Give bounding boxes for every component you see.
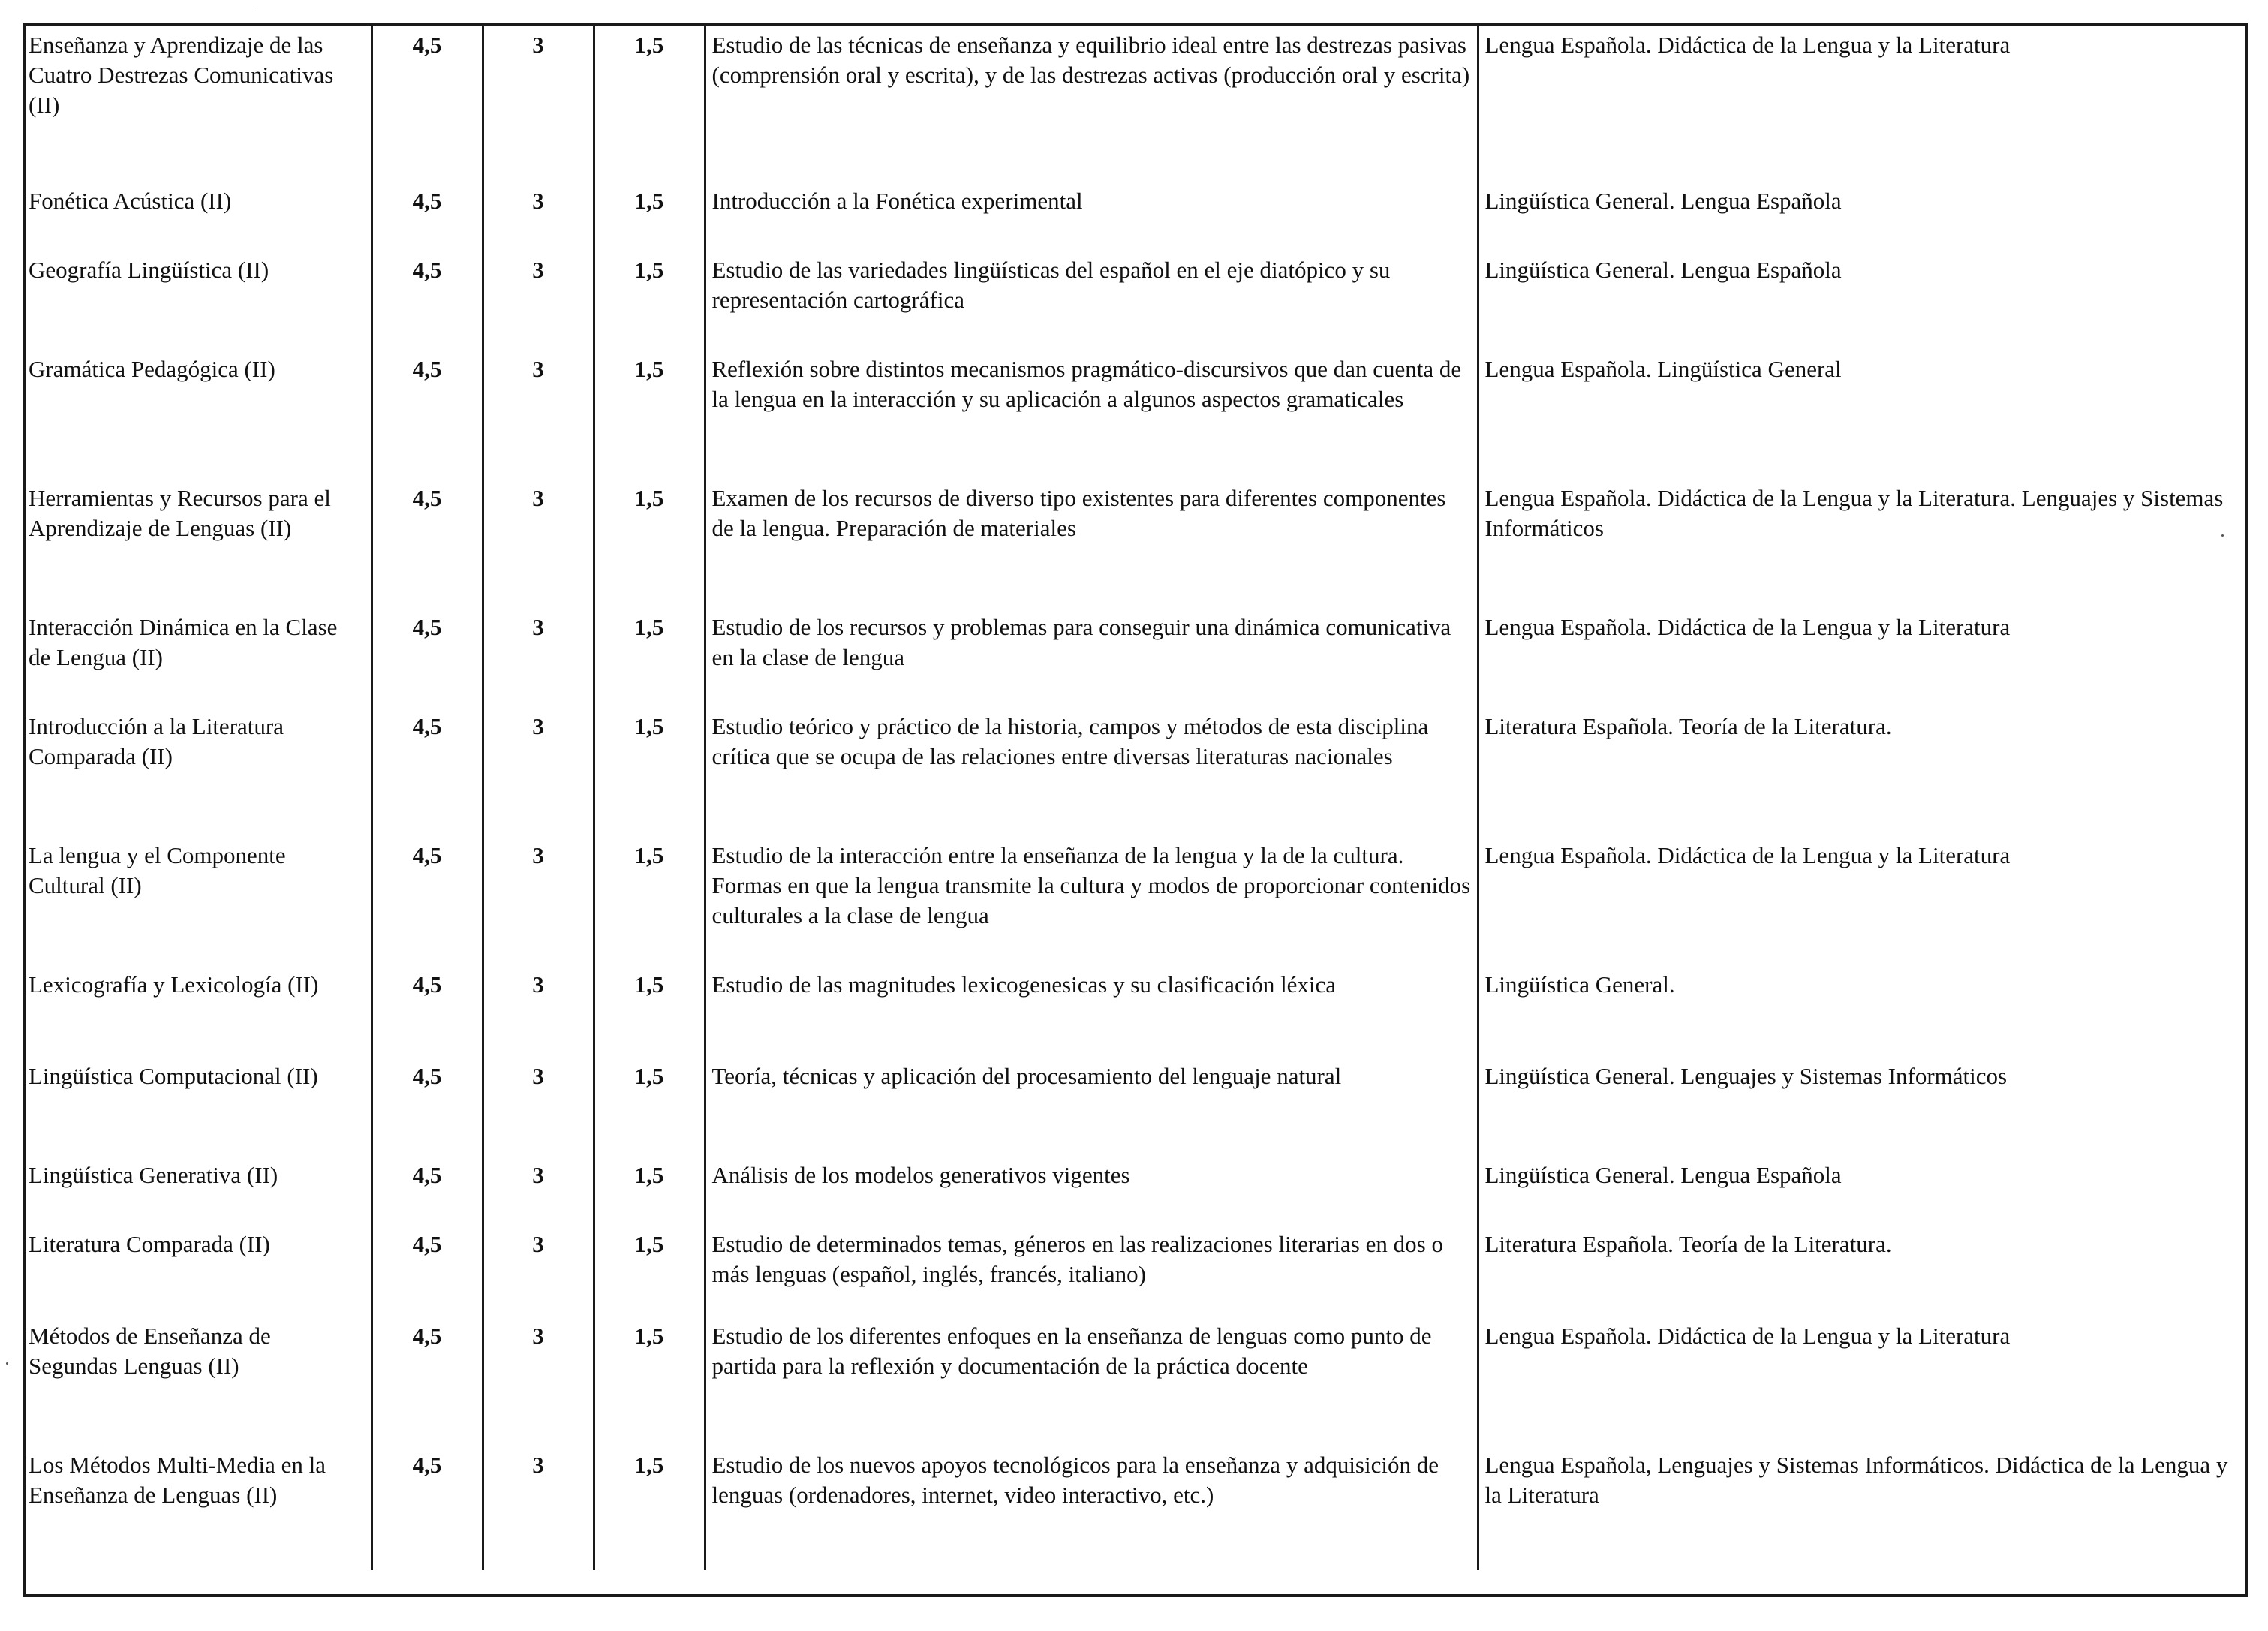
knowledge-areas: Lengua Española. Didáctica de la Lengua y la Literatura. Lenguajes y Sistemas Informáticos [1478, 476, 2248, 605]
credits-practice: 1,5 [594, 1153, 705, 1222]
credits-practice: 1,5 [594, 1222, 705, 1314]
table-row [23, 1054, 2248, 1153]
table-row [23, 179, 2248, 248]
table-row [23, 23, 2248, 179]
course-description: Estudio teórico y práctico de la historia, campos y métodos de esta disciplina crítica que se ocupa de las relaciones entre diversas literaturas nacionales [705, 704, 1478, 833]
course-name: Métodos de Enseñanza de Segundas Lenguas (II) [29, 1323, 271, 1379]
course-description: Introducción a la Fonética experimental [705, 179, 1478, 248]
credits-total: 4,5 [371, 605, 483, 704]
course-name: Lingüística Generativa (II) [29, 1162, 278, 1188]
knowledge-areas: Lengua Española. Didáctica de la Lengua y la Literatura [1478, 605, 2248, 704]
course-description: Estudio de los diferentes enfoques en la enseñanza de lenguas como punto de partida para la reflexión y documentación de la práctica docente [705, 1314, 1478, 1443]
credits-theory: 3 [483, 704, 594, 833]
credits-total: 4,5 [371, 704, 483, 833]
table-row [23, 605, 2248, 704]
credits-total: 4,5 [371, 1222, 483, 1314]
credits-total: 4,5 [371, 1314, 483, 1443]
credits-total: 4,5 [371, 1443, 483, 1570]
credits-practice: 1,5 [594, 962, 705, 1054]
credits-total: 4,5 [371, 962, 483, 1054]
credits-theory: 3 [483, 1314, 594, 1443]
scan-artifact-dot [6, 1362, 8, 1365]
table-row [23, 704, 2248, 833]
credits-practice: 1,5 [594, 605, 705, 704]
knowledge-areas: Lengua Española. Didáctica de la Lengua y la Literatura [1478, 1314, 2248, 1443]
table-row [23, 248, 2248, 347]
credits-practice: 1,5 [594, 179, 705, 248]
course-description: Teoría, técnicas y aplicación del procesamiento del lenguaje natural [705, 1054, 1478, 1153]
credits-total: 4,5 [371, 179, 483, 248]
course-name: Interacción Dinámica en la Clase de Lengua (II) [29, 614, 338, 670]
course-name: Enseñanza y Aprendizaje de las Cuatro Destrezas Comunicativas (II) [29, 32, 334, 118]
table-row [23, 1222, 2248, 1314]
table-row [23, 347, 2248, 476]
credits-practice: 1,5 [594, 704, 705, 833]
course-description: Estudio de determinados temas, géneros en las realizaciones literarias en dos o más lenguas (español, inglés, francés, italiano) [705, 1222, 1478, 1314]
course-name: Fonética Acústica (II) [29, 188, 232, 214]
knowledge-areas: Lingüística General. Lengua Española [1478, 179, 2248, 248]
course-description: Análisis de los modelos generativos vigentes [705, 1153, 1478, 1222]
credits-theory: 3 [483, 1153, 594, 1222]
knowledge-areas: Lengua Española. Didáctica de la Lengua y la Literatura [1478, 23, 2248, 179]
course-description: Reflexión sobre distintos mecanismos pragmático-discursivos que dan cuenta de la lengua en la interacción y su aplicación a algunos aspectos gramaticales [705, 347, 1478, 476]
credits-theory: 3 [483, 23, 594, 179]
credits-theory: 3 [483, 1054, 594, 1153]
credits-total: 4,5 [371, 248, 483, 347]
table-row [23, 1153, 2248, 1222]
credits-total: 4,5 [371, 347, 483, 476]
course-name: Geografía Lingüística (II) [29, 257, 269, 283]
knowledge-areas: Lengua Española, Lenguajes y Sistemas Informáticos. Didáctica de la Lengua y la Literatura [1478, 1443, 2248, 1570]
credits-theory: 3 [483, 347, 594, 476]
knowledge-areas: Lengua Española. Lingüística General [1478, 347, 2248, 476]
credits-theory: 3 [483, 476, 594, 605]
credits-total: 4,5 [371, 23, 483, 179]
credits-practice: 1,5 [594, 23, 705, 179]
knowledge-areas: Lengua Española. Didáctica de la Lengua y la Literatura [1478, 833, 2248, 962]
course-description: Estudio de los recursos y problemas para conseguir una dinámica comunicativa en la clase de lengua [705, 605, 1478, 704]
credits-practice: 1,5 [594, 1314, 705, 1443]
course-description: Estudio de la interacción entre la enseñanza de la lengua y la de la cultura. Formas en que la lengua transmite la cultura y modos de proporcionar contenidos culturales a la clase de lengua [705, 833, 1478, 962]
credits-theory: 3 [483, 605, 594, 704]
credits-theory: 3 [483, 833, 594, 962]
table-row [23, 476, 2248, 605]
credits-theory: 3 [483, 1222, 594, 1314]
course-name: Herramientas y Recursos para el Aprendizaje de Lenguas (II) [29, 485, 331, 541]
credits-total: 4,5 [371, 833, 483, 962]
course-description: Estudio de las técnicas de enseñanza y equilibrio ideal entre las destrezas pasivas (comprensión oral y escrita), y de las destrezas activas (producción oral y escrita) [705, 23, 1478, 179]
credits-practice: 1,5 [594, 347, 705, 476]
knowledge-areas: Lingüística General. [1478, 962, 2248, 1054]
knowledge-areas: Lingüística General. Lengua Española [1478, 1153, 2248, 1222]
course-name: Gramática Pedagógica (II) [29, 356, 275, 382]
course-description: Estudio de las magnitudes lexicogenesicas y su clasificación léxica [705, 962, 1478, 1054]
course-name: Literatura Comparada (II) [29, 1231, 270, 1257]
credits-practice: 1,5 [594, 1443, 705, 1570]
course-description: Examen de los recursos de diverso tipo existentes para diferentes componentes de la lengua. Preparación de materiales [705, 476, 1478, 605]
credits-practice: 1,5 [594, 248, 705, 347]
table-row [23, 962, 2248, 1054]
knowledge-areas: Lingüística General. Lengua Española [1478, 248, 2248, 347]
course-table-body [23, 23, 2248, 1570]
course-name: Lexicografía y Lexicología (II) [29, 971, 319, 998]
course-table [23, 23, 2248, 1570]
knowledge-areas: Literatura Española. Teoría de la Literatura. [1478, 1222, 2248, 1314]
course-name: Introducción a la Literatura Comparada (II) [29, 713, 284, 769]
credits-theory: 3 [483, 179, 594, 248]
course-description: Estudio de los nuevos apoyos tecnológicos para la enseñanza y adquisición de lenguas (ordenadores, internet, video interactivo, etc.) [705, 1443, 1478, 1570]
course-name: Los Métodos Multi-Media en la Enseñanza de Lenguas (II) [29, 1452, 326, 1508]
table-row [23, 1443, 2248, 1570]
table-row [23, 1314, 2248, 1443]
course-description: Estudio de las variedades lingüísticas del español en el eje diatópico y su representación cartográfica [705, 248, 1478, 347]
course-name: La lengua y el Componente Cultural (II) [29, 842, 286, 898]
knowledge-areas: Lingüística General. Lenguajes y Sistemas Informáticos [1478, 1054, 2248, 1153]
credits-total: 4,5 [371, 476, 483, 605]
credits-practice: 1,5 [594, 833, 705, 962]
credits-theory: 3 [483, 248, 594, 347]
course-name: Lingüística Computacional (II) [29, 1063, 318, 1089]
credits-practice: 1,5 [594, 1054, 705, 1153]
credits-practice: 1,5 [594, 476, 705, 605]
knowledge-areas: Literatura Española. Teoría de la Literatura. [1478, 704, 2248, 833]
credits-total: 4,5 [371, 1054, 483, 1153]
credits-theory: 3 [483, 962, 594, 1054]
credits-theory: 3 [483, 1443, 594, 1570]
credits-total: 4,5 [371, 1153, 483, 1222]
table-row [23, 833, 2248, 962]
